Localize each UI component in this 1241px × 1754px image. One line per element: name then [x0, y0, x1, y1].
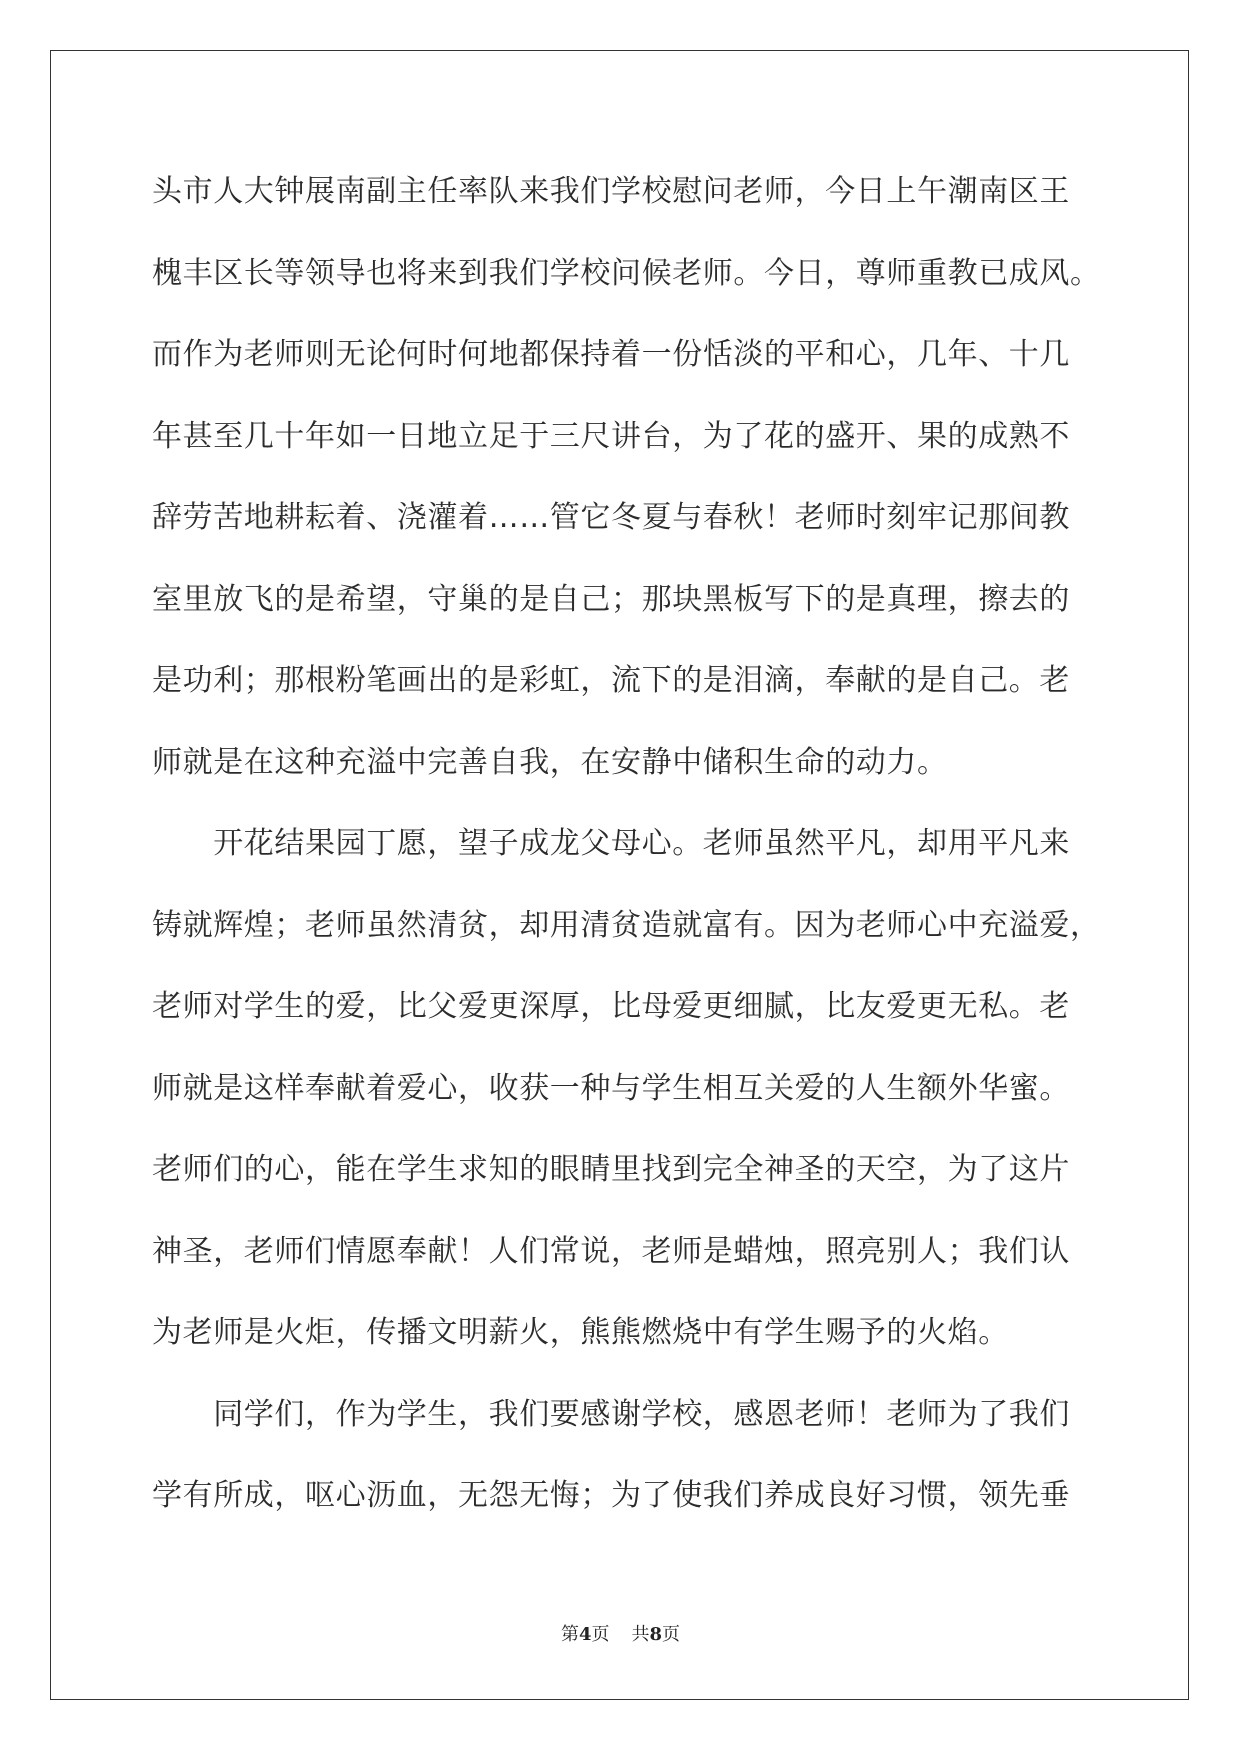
total-prefix: 共	[631, 1624, 650, 1645]
document-body	[152, 151, 1101, 1537]
page-number: 4	[578, 1624, 592, 1645]
text-line: 年甚至几十年如一日地立足于三尺讲台，为了花的盛开、果的成熟不	[152, 418, 1070, 454]
page-suffix: 页	[591, 1624, 610, 1645]
text-line: 同学们，作为学生，我们要感谢学校，感恩老师！老师为了我们	[152, 1396, 1070, 1432]
text-line: 是功利；那根粉笔画出的是彩虹，流下的是泪滴，奉献的是自己。老	[152, 663, 1070, 698]
page-footer	[0, 1620, 1241, 1646]
text-line: 为老师是火炬，传播文明薪火，熊熊燃烧中有学生赐予的火焰。	[152, 1315, 1009, 1350]
text-line: 室里放飞的是希望，守巢的是自己；那块黑板写下的是真理，擦去的	[152, 581, 1070, 617]
text-line: 辞劳苦地耕耘着、浇灌着……管它冬夏与春秋！老师时刻牢记那间教	[152, 500, 1070, 535]
text-line: 槐丰区长等领导也将来到我们学校问候老师。今日，尊师重教已成风。	[152, 255, 1101, 291]
page-prefix: 第	[560, 1624, 579, 1645]
total-suffix: 页	[662, 1624, 681, 1645]
text-line: 学有所成，呕心沥血，无怨无悔；为了使我们养成良好习惯，领先垂	[152, 1478, 1070, 1513]
text-line: 师就是在这种充溢中完善自我，在安静中储积生命的动力。	[152, 744, 948, 780]
text-line: 头市人大钟展南副主任率队来我们学校慰问老师，今日上午潮南区王	[152, 174, 1070, 209]
text-line: 老师们的心，能在学生求知的眼睛里找到完全神圣的天空，为了这片	[152, 1152, 1070, 1187]
text-line: 而作为老师则无论何时何地都保持着一份恬淡的平和心，几年、十几	[152, 337, 1070, 372]
text-line: 师就是这样奉献着爱心，收获一种与学生相互关爱的人生额外华蜜。	[152, 1070, 1070, 1106]
text-line: 铸就辉煌；老师虽然清贫，却用清贫造就富有。因为老师心中充溢爱，	[152, 907, 1101, 943]
text-line: 神圣，老师们情愿奉献！人们常说，老师是蜡烛，照亮别人；我们认	[152, 1233, 1070, 1269]
text-line: 老师对学生的爱，比父爱更深厚，比母爱更细腻，比友爱更无私。老	[152, 989, 1070, 1024]
total-pages: 8	[649, 1624, 663, 1645]
text-line: 开花结果园丁愿，望子成龙父母心。老师虽然平凡，却用平凡来	[152, 826, 1070, 861]
